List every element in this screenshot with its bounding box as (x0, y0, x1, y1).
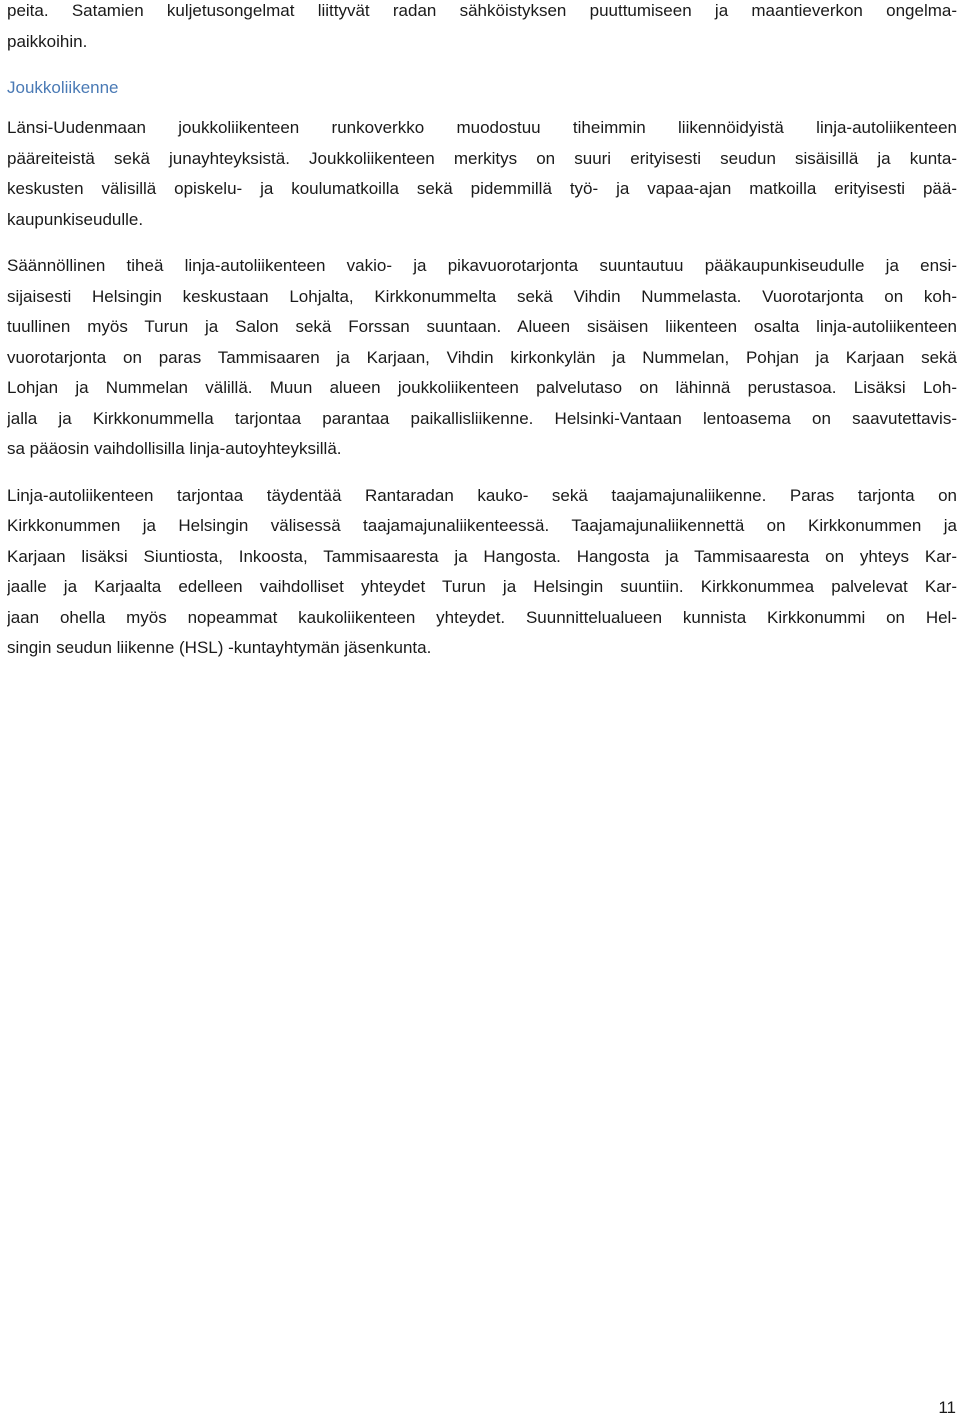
text-line: sijaisesti Helsingin keskustaan Lohjalta, Kirkkonummelta sekä Vihdin Nummelasta. Vuorotarjonta on koh- (7, 286, 957, 306)
text-line: jaan ohella myös nopeammat kaukoliikenteen yhteydet. Suunnittelualueen kunnista Kirkkonummi on Hel- (7, 607, 957, 627)
text-line: paikkoihin. (7, 31, 88, 51)
section-heading: Joukkoliikenne (7, 78, 119, 97)
page-number: 11 (938, 1398, 956, 1417)
text-line: Länsi-Uudenmaan joukkoliikenteen runkoverkko muodostuu tiheimmin liikennöidyistä linja-autoliikenteen (7, 118, 957, 137)
text-line: singin seudun liikenne (HSL) -kuntayhtymän jäsenkunta. (7, 638, 432, 657)
text-line: jalla ja Kirkkonummella tarjontaa parantaa paikallisliikenne. Helsinki-Vantaan lentoasema on saavutettavis- (7, 408, 957, 428)
text-line: vuorotarjonta on paras Tammisaaren ja Karjaan, Vihdin kirkonkylän ja Nummelan, Pohjan ja Karjaan sekä (7, 347, 957, 367)
text-line: Lohjan ja Nummelan välillä. Muun alueen joukkoliikenteen palvelutaso on lähinnä perustasoa. Lisäksi Loh- (7, 378, 957, 397)
text-line: kaupunkiseudulle. (7, 209, 144, 229)
paragraph-3 (7, 481, 957, 664)
text-line: sa pääosin vaihdollisilla linja-autoyhteyksillä. (7, 439, 342, 458)
text-line: Säännöllinen tiheä linja-autoliikenteen vakio- ja pikavuorotarjonta suuntautuu pääkaupunkiseudulle ja ensi- (7, 256, 957, 275)
paragraph-2 (7, 251, 957, 465)
text-line: Linja-autoliikenteen tarjontaa täydentää Rantaradan kauko- sekä taajamajunaliikenne. Paras tarjonta on (7, 485, 957, 505)
intro-paragraph (7, 0, 957, 57)
text-line: keskusten välisillä opiskelu- ja koulumatkoilla sekä pidemmillä työ- ja vapaa-ajan matkoilla erityisesti pää- (7, 179, 957, 198)
document-page (7, 0, 957, 664)
text-line: Kirkkonummen ja Helsingin välisessä taajamajunaliikenteessä. Taajamajunaliikennettä on Kirkkonummen ja (7, 516, 957, 535)
text-line: peita. Satamien kuljetusongelmat liittyvät radan sähköistyksen puuttumiseen ja maantieverkon ongelma- (7, 1, 957, 20)
paragraph-1 (7, 113, 957, 235)
text-line: pääreiteistä sekä junayhteyksistä. Joukkoliikenteen merkitys on suuri erityisesti seudun sisäisillä ja kunta- (7, 148, 957, 168)
text-line: tuullinen myös Turun ja Salon sekä Forssan suuntaan. Alueen sisäisen liikenteen osalta linja-autoliikenteen (7, 317, 957, 336)
text-line: jaalle ja Karjaalta edelleen vaihdolliset yhteydet Turun ja Helsingin suuntiin. Kirkkonummea palvelevat Kar- (7, 577, 957, 596)
text-line: Karjaan lisäksi Siuntiosta, Inkoosta, Tammisaaresta ja Hangosta. Hangosta ja Tammisaaresta on yhteys Kar- (7, 546, 957, 566)
